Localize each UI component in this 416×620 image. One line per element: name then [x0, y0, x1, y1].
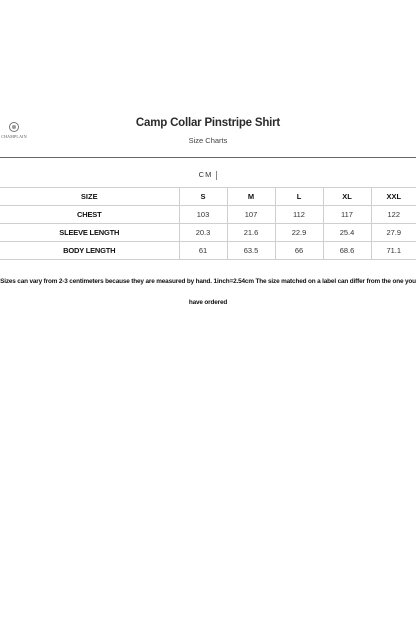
column-header: SIZE: [0, 188, 179, 206]
column-header: XXL: [371, 188, 416, 206]
table-row: [0, 242, 416, 260]
measurement-note: Sizes can vary from 2-3 centimeters because they are measured by hand. 1inch=2.54cm The size matched on a label can differ from the one you have ordered: [0, 278, 416, 306]
row-label: CHEST: [0, 206, 179, 224]
table-cell: 22.9: [275, 224, 323, 242]
unit-selector: [0, 170, 416, 180]
table-row: [0, 224, 416, 242]
brand-logo-text: CHAMPLAIN: [1, 134, 27, 139]
product-title: Camp Collar Pinstripe Shirt: [135, 117, 281, 129]
unit-tab-cm[interactable]: CM: [198, 170, 213, 179]
table-cell: 27.9: [371, 224, 416, 242]
table-cell: 25.4: [323, 224, 371, 242]
table-cell: 66: [275, 242, 323, 260]
size-chart-subtitle: Size Charts: [188, 136, 228, 145]
header: [0, 108, 416, 160]
row-label: SLEEVE LENGTH: [0, 224, 179, 242]
table-cell: 112: [275, 206, 323, 224]
unit-divider: [216, 171, 217, 180]
column-header: M: [227, 188, 275, 206]
row-label: BODY LENGTH: [0, 242, 179, 260]
table-row: [0, 206, 416, 224]
table-cell: 68.6: [323, 242, 371, 260]
table-cell: 117: [323, 206, 371, 224]
table-cell: 107: [227, 206, 275, 224]
table-cell: 122: [371, 206, 416, 224]
header-divider: [0, 157, 416, 158]
size-table: [0, 187, 416, 260]
column-header: S: [179, 188, 227, 206]
table-cell: 63.5: [227, 242, 275, 260]
table-cell: 103: [179, 206, 227, 224]
column-header: XL: [323, 188, 371, 206]
table-cell: 20.3: [179, 224, 227, 242]
table-cell: 21.6: [227, 224, 275, 242]
table-header-row: [0, 188, 416, 206]
table-cell: 71.1: [371, 242, 416, 260]
column-header: L: [275, 188, 323, 206]
table-cell: 61: [179, 242, 227, 260]
